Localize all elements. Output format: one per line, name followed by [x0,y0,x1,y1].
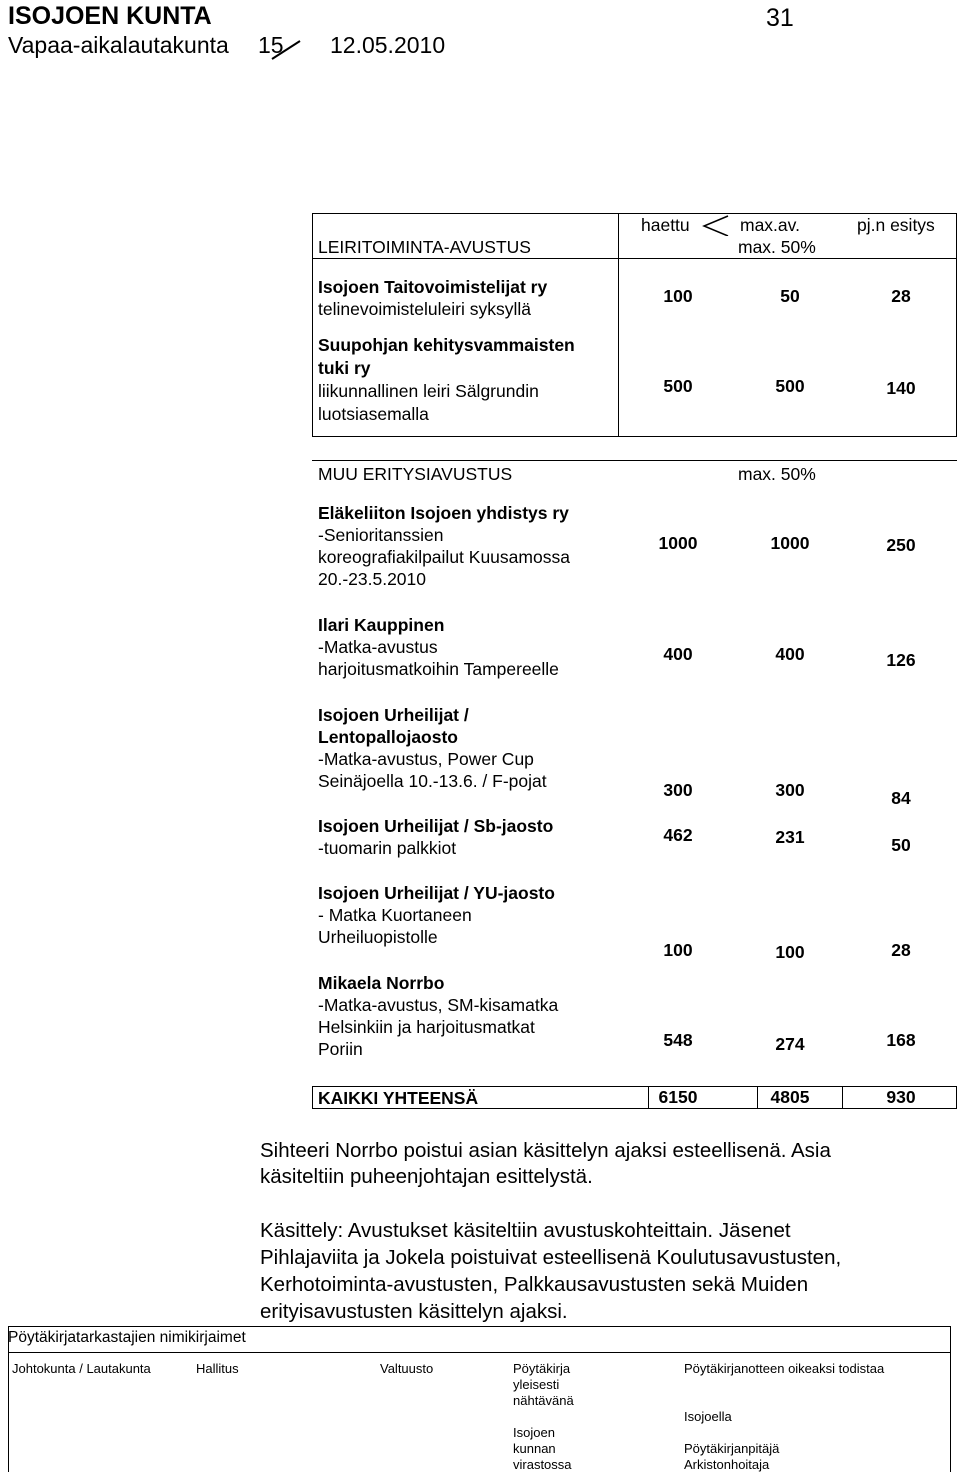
other-row-3-org: Isojoen Urheilijat / [318,705,469,725]
other-row-3-org2: Lentopallojaosto [318,727,458,747]
footer-role-2: Arkistonhoitaja [684,1457,770,1472]
section-sign-mark [270,39,302,61]
other-row-2-proposal: 126 [886,650,916,670]
other-row-2-org: Ilari Kauppinen [318,615,445,635]
municipality-title: ISOJOEN KUNTA [8,2,212,30]
other-row-1-desc-3: 20.-23.5.2010 [318,569,427,589]
paragraph-1-line-1: Sihteeri Norrbo poistui asian käsittelyn ajaksi esteellisenä. Asia [260,1139,831,1162]
camp-row-2-requested: 500 [663,376,693,396]
other-row-5-max: 100 [775,942,805,962]
col-max-header: max.av. [740,215,800,235]
other-row-3-requested: 300 [663,780,693,800]
other-section-title: MUU ERITYSIAVUSTUS [318,464,513,484]
other-row-2-max: 400 [775,644,805,664]
total-label: KAIKKI YHTEENSÄ [318,1088,479,1108]
footer-minutes-5: Isojoen [513,1425,555,1440]
footer-government: Hallitus [196,1361,239,1376]
paragraph-2-line-1: Käsittely: Avustukset käsiteltiin avustuskohteittain. Jäsenet [260,1219,791,1242]
other-row-6-desc-2: Helsinkiin ja harjoitusmatkat [318,1017,535,1037]
camp-row-1-org: Isojoen Taitovoimistelijat ry [318,277,548,297]
other-row-4-org: Isojoen Urheilijat / Sb-jaosto [318,816,554,836]
meeting-date: 12.05.2010 [330,32,446,58]
other-row-6-requested: 548 [663,1030,693,1050]
paragraph-2-line-3: Kerhotoiminta-avustusten, Palkkausavustusten sekä Muiden [260,1273,809,1296]
other-row-6-desc-1: -Matka-avustus, SM-kisamatka [318,995,559,1015]
footer-minutes-6: kunnan [513,1441,556,1456]
other-row-1-desc-2: koreografiakilpailut Kuusamossa [318,547,570,567]
other-row-5-requested: 100 [663,940,693,960]
other-row-4-desc-1: -tuomarin palkkiot [318,838,457,858]
camp-row-2-proposal: 140 [886,378,916,398]
other-row-5-proposal: 28 [891,940,911,960]
other-row-6-desc-3: Poriin [318,1039,363,1059]
other-row-3-proposal: 84 [891,788,911,808]
paragraph-2-line-4: erityisavustusten käsittelyn ajaksi. [260,1300,568,1323]
other-row-3-desc-1: -Matka-avustus, Power Cup [318,749,534,769]
other-row-5-org: Isojoen Urheilijat / YU-jaosto [318,883,555,903]
footer-minutes-3: nähtävänä [513,1393,574,1408]
other-row-1-desc-1: -Senioritanssien [318,525,444,545]
camp-section-title: LEIRITOIMINTA-AVUSTUS [318,237,531,257]
other-row-4-requested: 462 [663,825,693,845]
camp-row-2-max: 500 [775,376,805,396]
footer-minutes-7: virastossa [513,1457,572,1472]
other-row-4-max: 231 [775,827,805,847]
total-proposal: 930 [886,1087,916,1107]
footer-role-1: Pöytäkirjanpitäjä [684,1441,780,1456]
other-row-1-requested: 1000 [658,533,698,553]
other-row-6-max: 274 [775,1034,805,1054]
camp-row-2-org: Suupohjan kehitysvammaisten [318,335,575,355]
other-row-6-org: Mikaela Norrbo [318,973,445,993]
total-max: 4805 [770,1087,810,1107]
other-row-1-org: Eläkeliiton Isojoen yhdistys ry [318,503,569,523]
total-requested: 6150 [658,1087,698,1107]
other-row-1-max: 1000 [770,533,810,553]
camp-row-2-desc-2: luotsiasemalla [318,404,429,424]
other-row-1-proposal: 250 [886,535,916,555]
camp-row-2-desc-1: liikunnallinen leiri Sälgrundin [318,381,539,401]
other-row-4-proposal: 50 [891,835,911,855]
col-proposal-header: pj.n esitys [857,215,935,235]
other-row-5-desc-2: Urheiluopistolle [318,927,438,947]
footer-minutes-1: Pöytäkirja [513,1361,571,1376]
col-requested-header: haettu [641,215,690,235]
meeting-info [8,32,708,60]
board-name: Vapaa-aikalautakunta [8,32,229,58]
page-number: 31 [766,4,794,32]
section-number: 15 [258,32,284,58]
camp-row-1-proposal: 28 [891,286,911,306]
other-row-5-desc-1: - Matka Kuortaneen [318,905,472,925]
other-row-3-desc-2: Seinäjoella 10.-13.6. / F-pojat [318,771,547,791]
footer-council: Valtuusto [380,1361,434,1376]
camp-row-1-max: 50 [780,286,800,306]
camp-max-note: max. 50% [738,237,816,257]
other-max-note: max. 50% [738,464,816,484]
other-row-2-desc-2: harjoitusmatkoihin Tampereelle [318,659,559,679]
col-separator-mark [702,214,730,236]
footer-heading: Pöytäkirjatarkastajien nimikirjaimet [8,1329,246,1346]
footer-certify: Pöytäkirjanotteen oikeaksi todistaa [684,1361,885,1376]
other-row-2-desc-1: -Matka-avustus [318,637,438,657]
camp-row-2-org2: tuki ry [318,358,371,378]
other-row-3-max: 300 [775,780,805,800]
paragraph-1-line-2: käsiteltiin puheenjohtajan esittelystä. [260,1165,593,1188]
camp-row-1-desc: telinevoimisteluleiri syksyllä [318,299,531,319]
other-row-6-proposal: 168 [886,1030,916,1050]
other-row-2-requested: 400 [663,644,693,664]
footer-minutes-2: yleisesti [513,1377,560,1392]
paragraph-2-line-2: Pihlajaviita ja Jokela poistuivat esteellisenä Koulutusavustusten, [260,1246,842,1269]
camp-row-1-requested: 100 [663,286,693,306]
footer-board: Johtokunta / Lautakunta [12,1361,151,1376]
footer-place: Isojoella [684,1409,732,1424]
